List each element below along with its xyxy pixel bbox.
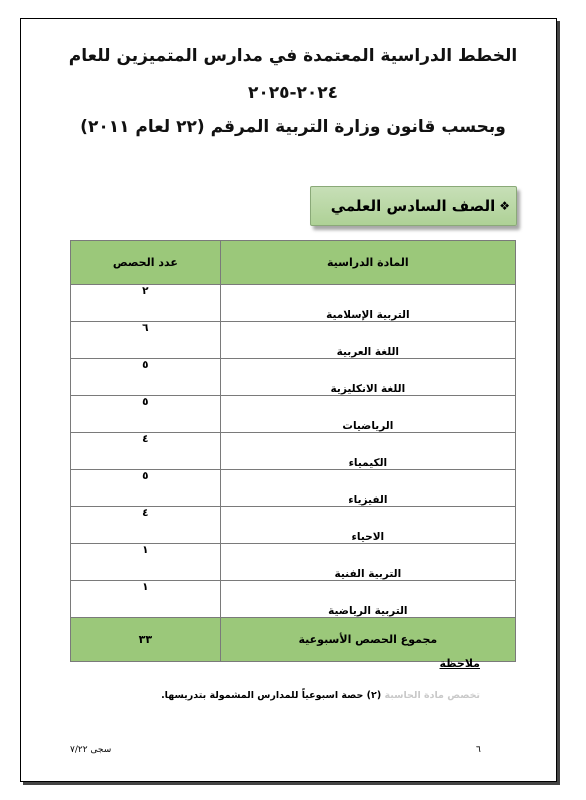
- table-row: [71, 507, 516, 544]
- subject-cell: الفيزياء: [220, 470, 515, 507]
- count-cell: ٦: [71, 322, 221, 359]
- note-text: [130, 690, 480, 701]
- grade-label: الصف السادس العلمي: [330, 197, 496, 215]
- law-reference: وبحسب قانون وزارة التربية المرقم (٢٢ لعام ٢٠١١): [80, 117, 506, 137]
- subject-cell: الاحياء: [220, 507, 515, 544]
- page-number: ٦: [476, 745, 481, 755]
- subject-cell: التربية الإسلامية: [220, 285, 515, 322]
- subject-column-header: المادة الدراسية: [220, 241, 515, 285]
- total-value: ٣٣: [71, 618, 221, 662]
- total-label: مجموع الحصص الأسبوعية: [220, 618, 515, 662]
- table-row: [71, 470, 516, 507]
- subject-cell: الرياضيات: [220, 396, 515, 433]
- table-row: [71, 581, 516, 618]
- subject-cell: اللغة الانكليزية: [220, 359, 515, 396]
- note-heading: ملاحظة: [439, 657, 480, 670]
- subject-cell: التربية الرياضية: [220, 581, 515, 618]
- subject-cell: التربية الفنية: [220, 544, 515, 581]
- note-faded-text: تخصص مادة الحاسبة: [384, 690, 480, 701]
- subject-cell: اللغة العربية: [220, 322, 515, 359]
- footer-date: سجى ٧/٢٢: [70, 745, 112, 755]
- count-cell: ٤: [71, 507, 221, 544]
- count-cell: ٥: [71, 470, 221, 507]
- table-row: [71, 396, 516, 433]
- count-cell: ١: [71, 581, 221, 618]
- table-row: [71, 359, 516, 396]
- count-cell: ٥: [71, 359, 221, 396]
- count-cell: ٤: [71, 433, 221, 470]
- count-cell: ١: [71, 544, 221, 581]
- table-row: [71, 433, 516, 470]
- academic-year: ٢٠٢٤-٢٠٢٥: [247, 83, 339, 103]
- table-row: [71, 544, 516, 581]
- diamond-bullet-icon: ❖: [499, 199, 510, 213]
- subject-cell: الكيمياء: [220, 433, 515, 470]
- table-row: [71, 285, 516, 322]
- grade-heading: [310, 186, 517, 226]
- count-cell: ٥: [71, 396, 221, 433]
- total-row: [71, 618, 516, 662]
- note-body: (٢) حصة اسبوعياً للمدارس المشمولة بتدريسها.: [161, 690, 382, 701]
- count-column-header: عدد الحصص: [71, 241, 221, 285]
- document-title: الخطط الدراسية المعتمدة في مدارس المتميزين للعام: [68, 46, 518, 66]
- table-row: [71, 322, 516, 359]
- study-plan-table: [70, 240, 516, 662]
- count-cell: ٢: [71, 285, 221, 322]
